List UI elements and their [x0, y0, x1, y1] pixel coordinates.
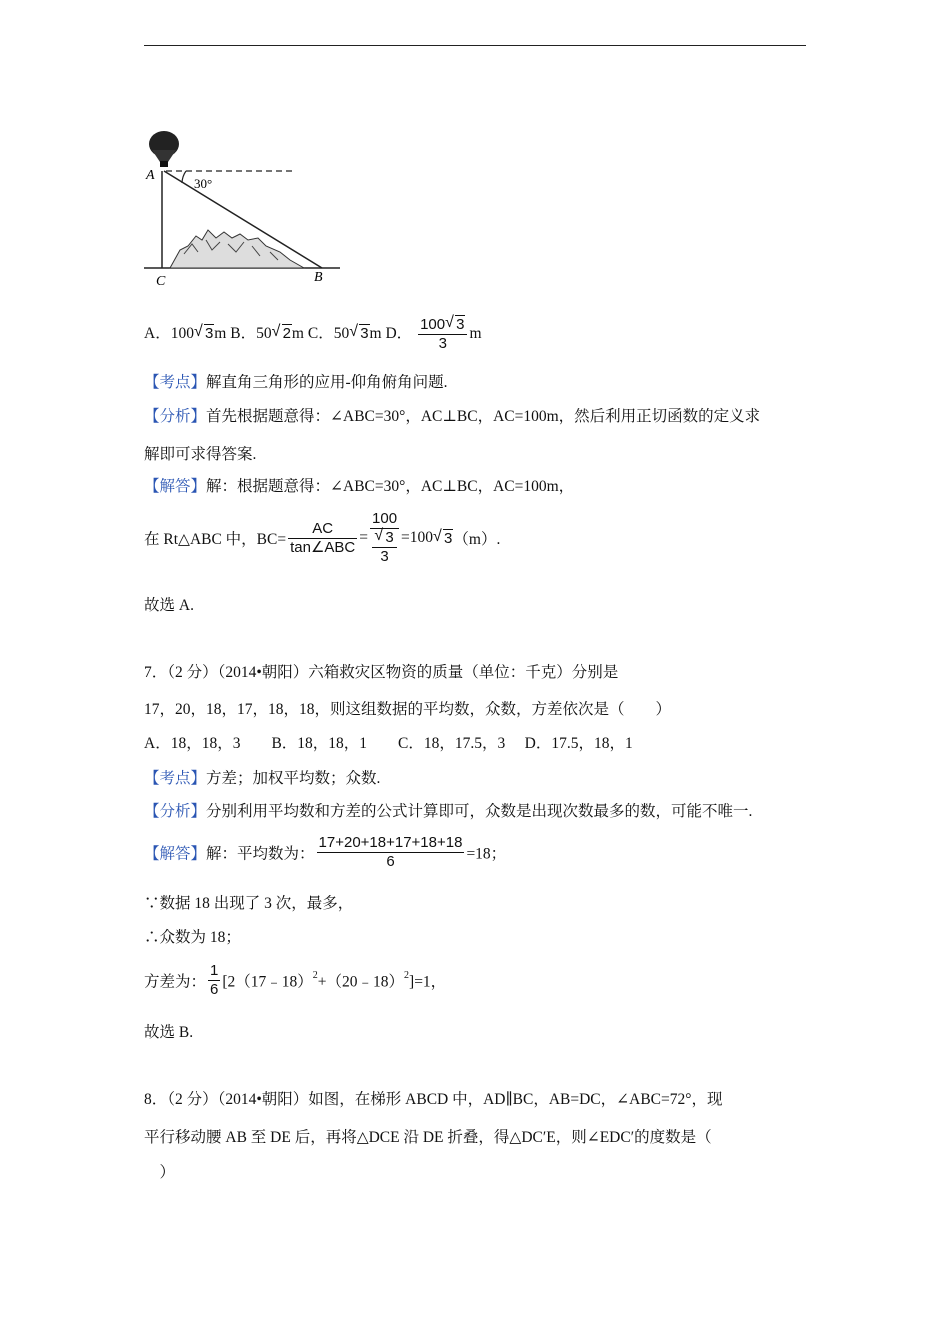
q7-kaodian: 【考点】方差；加权平均数；众数.	[144, 770, 381, 787]
fraction-100-sqrt3: 100 √ 3 3	[372, 510, 398, 565]
fraction-ac-tan: $\frac{AC}{\text{tan∠ABC}}$	[290, 519, 356, 556]
q6-fenxi-1: 【分析】首先根据题意得：∠ABC=30°，AC⊥BC，AC=100m，然后利用正切函数的定义求	[144, 408, 761, 425]
sqrt-c: √ 3	[349, 323, 369, 343]
q6-jieda: 【解答】解：根据题意得：∠ABC=30°，AC⊥BC，AC=100m，	[144, 478, 575, 495]
q7-options: A．18，18，3 B．18，18，1 C．18，17.5，3 D．17.5，18，1	[144, 735, 633, 752]
fraction-mean: $\frac{17+20+18+17+18+18}{6}$	[318, 834, 463, 870]
q6-bc-equation: 在 Rt△ABC 中，BC= $\frac{AC}{\text{tan∠ABC}}$ = 100 √ 3 3 =100 √ 3（m）.	[144, 510, 501, 565]
q7-jieda: 【解答】解：平均数为： $\frac{17+20+18+17+18+18}{6}$ =18；	[144, 834, 507, 870]
balloon-figure	[140, 128, 350, 288]
angle-label: 30°	[194, 176, 213, 191]
q6-answer: 故选 A.	[144, 597, 194, 614]
q6-fenxi-2: 解即可求得答案.	[144, 446, 257, 463]
label-b: B	[314, 270, 323, 285]
q7-therefore: ∴众数为 18；	[144, 929, 241, 946]
q7-line-1: 7．（2 分）（2014•朝阳）六箱救灾区物资的质量（单位：千克）分别是	[144, 664, 619, 681]
q7-line-2: 17，20，18，17，18，18，则这组数据的平均数，众数，方差依次是（ ）	[144, 701, 672, 718]
mountain-shape	[170, 230, 304, 268]
q6-options: A．100 √ 3m B．50 √ 2m C．50 √ 3m D． 100 √ 3 3 m	[144, 314, 482, 352]
q7-variance: 方差为： $\frac{1}{6}$ [2（17﹣18）$^2$+（20﹣18）$^2$]=1，	[144, 962, 447, 998]
header-rule	[144, 45, 806, 46]
label-c: C	[156, 274, 166, 288]
sqrt-b: √ 2	[271, 323, 291, 343]
q8-line-3: ）	[144, 1164, 176, 1181]
q8-line-1: 8．（2 分）（2014•朝阳）如图，在梯形 ABCD 中，AD∥BC，AB=DC，∠ABC=72°，现	[144, 1091, 723, 1108]
q7-because: ∵数据 18 出现了 3 次，最多，	[144, 895, 354, 912]
fraction-d: 100 √ 3 3	[418, 316, 467, 353]
sqrt-a: √ 3	[193, 323, 214, 343]
fraction-one-sixth: $\frac{1}{6}$	[210, 962, 219, 998]
q8-line-2: 平行移动腰 AB 至 DE 后，再将△DCE 沿 DE 折叠，得△DC′E，则∠EDC′的度数是（	[144, 1129, 712, 1146]
sqrt-result: √ 3	[433, 527, 453, 547]
label-a: A	[146, 168, 155, 183]
balloon-icon	[149, 131, 179, 167]
q7-answer: 故选 B.	[144, 1024, 194, 1041]
q7-fenxi: 【分析】分别利用平均数和方差的公式计算即可，众数是出现次数最多的数，可能不唯一.	[144, 803, 753, 820]
q6-kaodian: 【考点】解直角三角形的应用-仰角俯角问题.	[144, 374, 448, 391]
